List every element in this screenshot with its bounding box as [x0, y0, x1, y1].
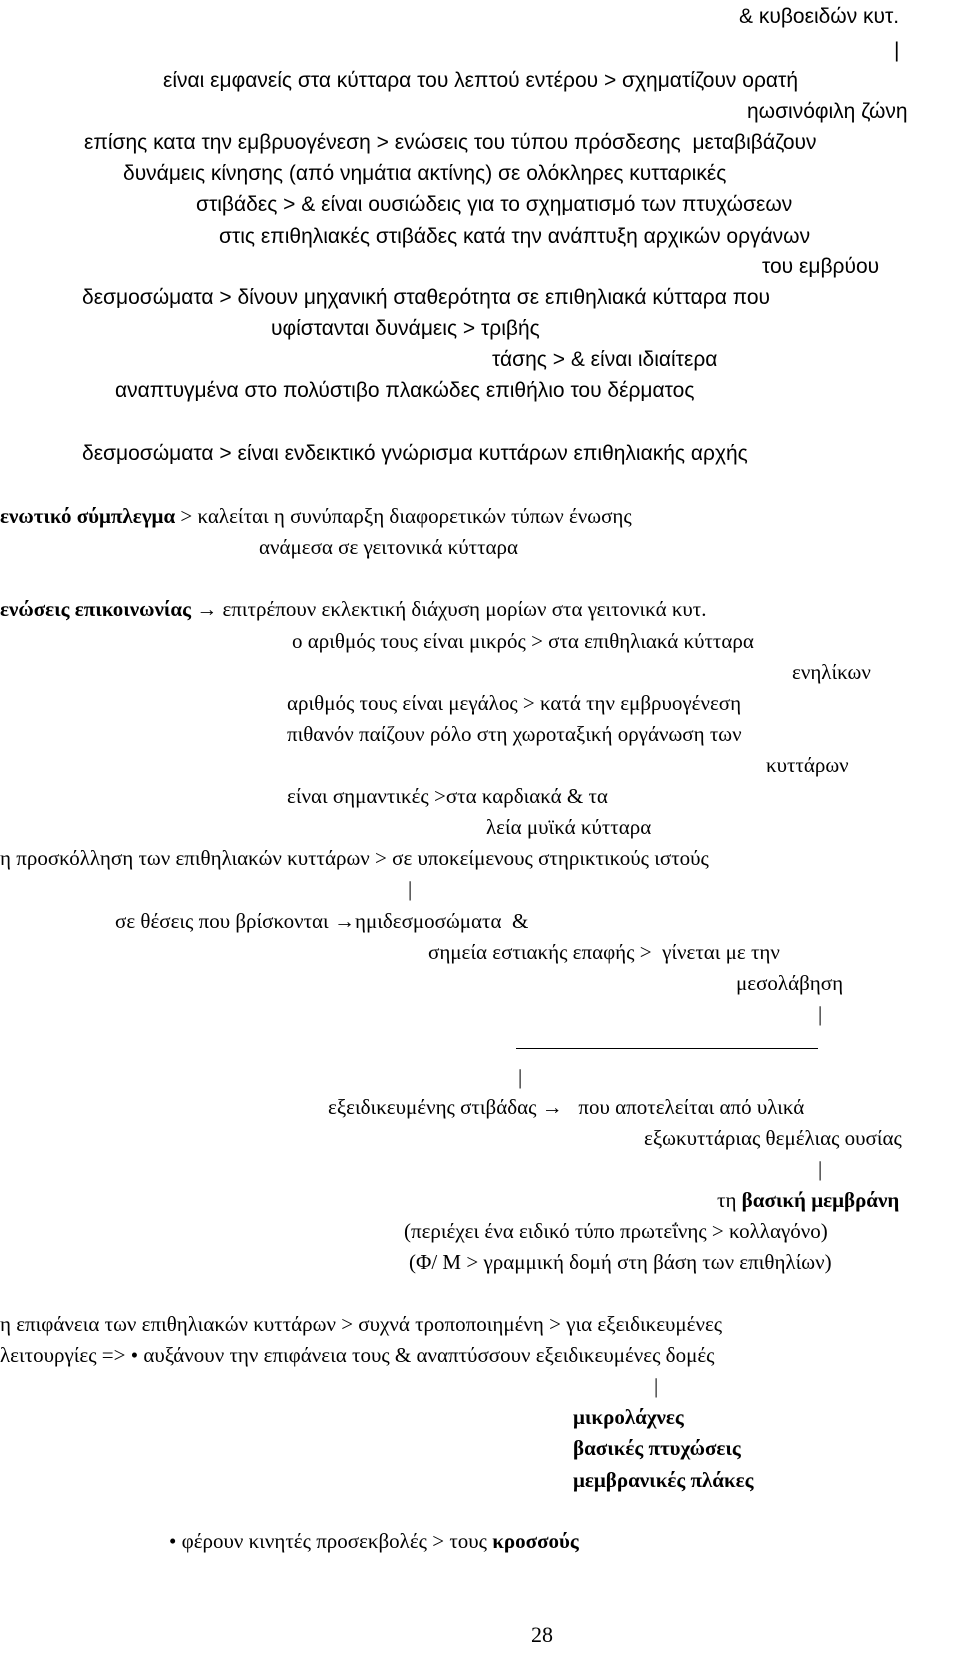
- vertical-connector: |: [818, 1157, 823, 1181]
- list-term: μεμβρανικές πλάκες: [573, 1468, 754, 1492]
- text-line: λειτουργίες => • αυξάνουν την επιφάνεια τους & αναπτύσσουν εξειδικευμένες δομές: [0, 1343, 715, 1367]
- heading-term: ενωτικό σύμπλεγμα: [0, 504, 176, 528]
- text-line: [0, 599, 707, 620]
- vertical-connector: |: [408, 877, 413, 901]
- text-line: δυνάμεις κίνησης (από νημάτια ακτίνης) σε ολόκληρες κυτταρικές: [123, 162, 727, 185]
- text-line: ανάμεσα σε γειτονικά κύτταρα: [259, 535, 519, 559]
- text-line: η επιφάνεια των επιθηλιακών κυττάρων > συχνά τροποποιημένη > για εξειδικευμένες: [0, 1312, 723, 1336]
- vertical-connector: |: [518, 1065, 523, 1089]
- text-line: δεσμοσώματα > είναι ενδεικτικό γνώρισμα κυττάρων επιθηλιακής αρχής: [82, 442, 748, 465]
- text-line: κυττάρων: [766, 753, 849, 777]
- text-line: αριθμός τους είναι μεγάλος > κατά την εμβρυογένεση: [287, 691, 742, 715]
- list-term: βασικές πτυχώσεις: [573, 1436, 741, 1460]
- text-line: εξειδικευμένης στιβάδας → που αποτελείται από υλικά: [328, 1095, 805, 1119]
- horizontal-rule: [516, 1048, 818, 1049]
- heading-term: κροσσούς: [492, 1529, 579, 1553]
- text-line: (Φ/ Μ > γραμμική δομή στη βάση των επιθηλίων): [409, 1250, 832, 1274]
- text-line: ενηλίκων: [792, 660, 871, 684]
- text-line: πιθανόν παίζουν ρόλο στη χωροταξική οργάνωση των: [287, 722, 742, 746]
- text-line: εξωκυττάριας θεμέλιας ουσίας: [644, 1126, 902, 1150]
- text-line: δεσμοσώματα > δίνουν μηχανική σταθερότητα σε επιθηλιακά κύτταρα που: [82, 286, 771, 309]
- text-line: [717, 1190, 899, 1211]
- text-line: αναπτυγμένα στο πολύστιβο πλακώδες επιθήλιο του δέρματος: [115, 379, 695, 402]
- text-line: μεσολάβηση: [736, 971, 844, 995]
- text-line: [169, 1531, 579, 1552]
- text-line: ηωσινόφιλη ζώνη: [747, 100, 908, 123]
- text-line: λεία μυϊκά κύτταρα: [486, 815, 652, 839]
- text-line: [573, 1407, 684, 1428]
- text-line: [573, 1470, 753, 1491]
- text-span: > καλείται η συνύπαρξη διαφορετικών τύπων ένωσης: [175, 504, 632, 528]
- text-line: σημεία εστιακής επαφής > γίνεται με την: [428, 940, 780, 964]
- text-line: του εμβρύου: [762, 255, 880, 278]
- text-line: ο αριθμός τους είναι μικρός > στα επιθηλιακά κύτταρα: [292, 629, 754, 653]
- text-line: [0, 506, 632, 527]
- text-span: → επιτρέπουν εκλεκτική διάχυση μορίων στα γειτονικά κυτ.: [190, 597, 707, 621]
- text-line: είναι εμφανείς στα κύτταρα του λεπτού εντέρου > σχηματίζουν ορατή: [163, 69, 799, 92]
- text-line: & κυβοειδών κυτ.: [739, 5, 900, 28]
- text-line: η προσκόλληση των επιθηλιακών κυττάρων > σε υποκείμενους στηρικτικούς ιστούς: [0, 846, 709, 870]
- vertical-connector: |: [894, 39, 900, 62]
- text-line: σε θέσεις που βρίσκονται →ημιδεσμοσώματα &: [115, 909, 529, 933]
- text-line: στιβάδες > & είναι ουσιώδεις για το σχηματισμό των πτυχώσεων: [196, 193, 793, 216]
- heading-term: ενώσεις επικοινωνίας: [0, 597, 191, 621]
- heading-term: βασική μεμβράνη: [741, 1188, 900, 1212]
- page-number: 28: [531, 1622, 553, 1647]
- text-line: υφίστανται δυνάμεις > τριβής: [271, 317, 540, 340]
- text-line: τάσης > & είναι ιδιαίτερα: [492, 348, 718, 371]
- text-line: στις επιθηλιακές στιβάδες κατά την ανάπτυξη αρχικών οργάνων: [219, 225, 811, 248]
- text-line: είναι σημαντικές >στα καρδιακά & τα: [287, 784, 608, 808]
- text-span: • φέρουν κινητές προσεκβολές > τους: [169, 1529, 493, 1553]
- text-line: [573, 1438, 741, 1459]
- text-line: επίσης κατα την εμβρυογένεση > ενώσεις του τύπου πρόσδεσης μεταβιβάζουν: [84, 131, 817, 154]
- vertical-connector: |: [818, 1002, 823, 1026]
- vertical-connector: |: [654, 1374, 659, 1398]
- text-span: τη: [717, 1188, 742, 1212]
- list-term: μικρολάχνες: [573, 1405, 684, 1429]
- text-line: (περιέχει ένα ειδικό τύπο πρωτεΐνης > κολλαγόνο): [404, 1219, 828, 1243]
